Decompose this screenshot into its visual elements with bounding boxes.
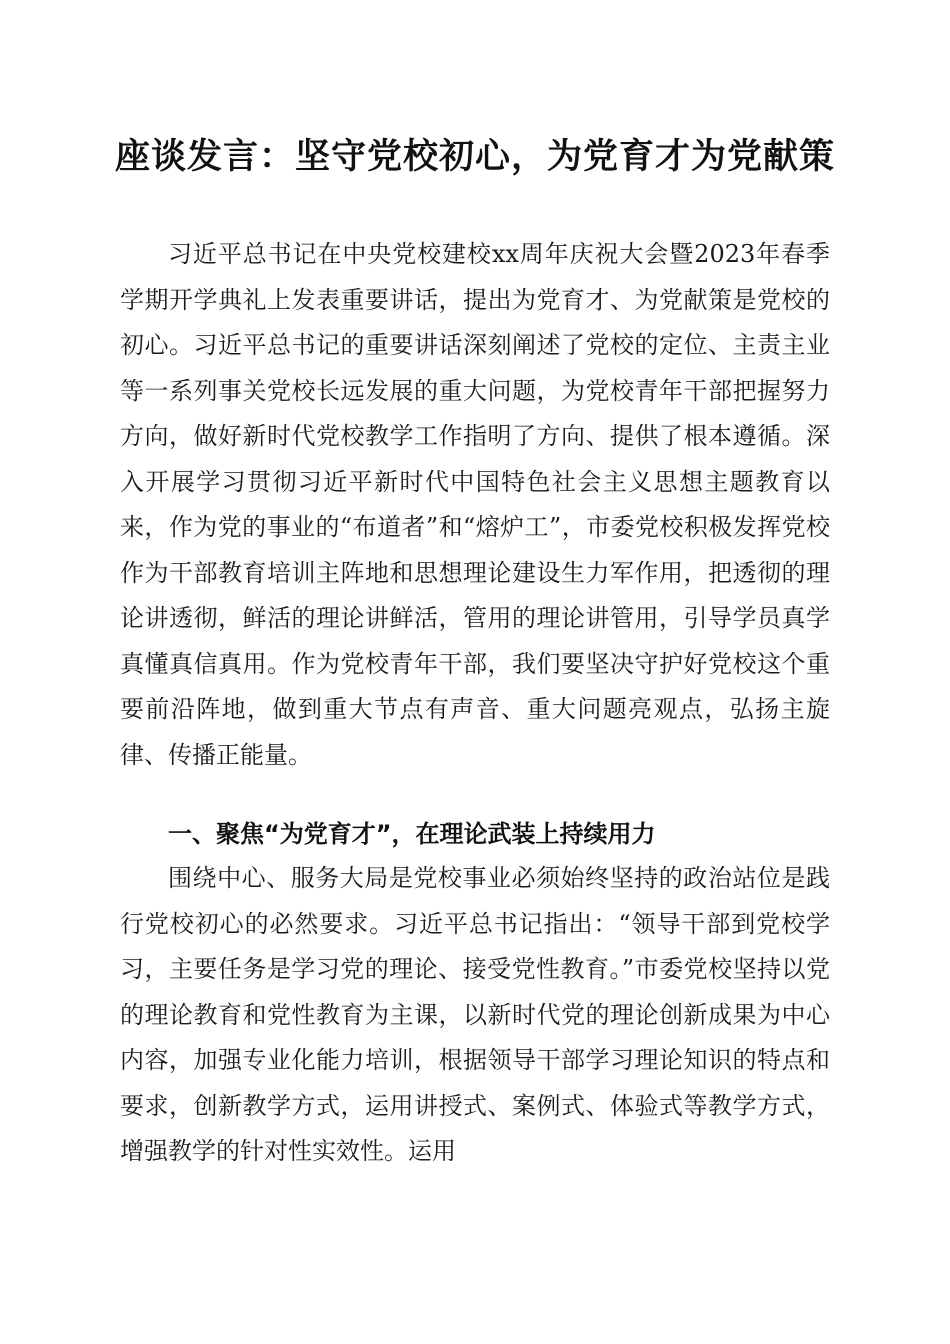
section-heading: 一、聚焦“为党育才”，在理论武装上持续用力: [168, 820, 656, 848]
intro-paragraph: 习近平总书记在中央党校建校xx周年庆祝大会暨2023年春季学期开学典礼上发表重要讲话，提出为党育才、为党献策是党校的初心。习近平总书记的重要讲话深刻阐述了党校的定位、主责主业等一系列事关党校长远发展的重大问题，为党校青年干部把握努力方向，做好新时代党校教学工作指明了方向、提供了根本遵循。深入开展学习贯彻习近平新时代中国特色社会主义思想主题教育以来，作为党的事业的“布道者”和“熔炉工”，市委党校积极发挥党校作为干部教育培训主阵地和思想理论建设生力军作用，把透彻的理论讲透彻，鲜活的理论讲鲜活，管用的理论讲管用，引导学员真学真懂真信真用。作为党校青年干部，我们要坚决守护好党校这个重要前沿阵地，做到重大节点有声音、重大问题亮观点，弘扬主旋律、传播正能量。: [120, 240, 830, 769]
document-title: 座谈发言：坚守党校初心，为党育才为党献策: [114, 136, 835, 177]
section-paragraph: 围绕中心、服务大局是党校事业必须始终坚持的政治站位是践行党校初心的必然要求。习近平总书记指出：“领导干部到党校学习，主要任务是学习党的理论、接受党性教育。”市委党校坚持以党的理论教育和党性教育为主课，以新时代党的理论创新成果为中心内容，加强专业化能力培训，根据领导干部学习理论知识的特点和要求，创新教学方式，运用讲授式、案例式、体验式等教学方式，增强教学的针对性实效性。运用: [120, 864, 830, 1165]
